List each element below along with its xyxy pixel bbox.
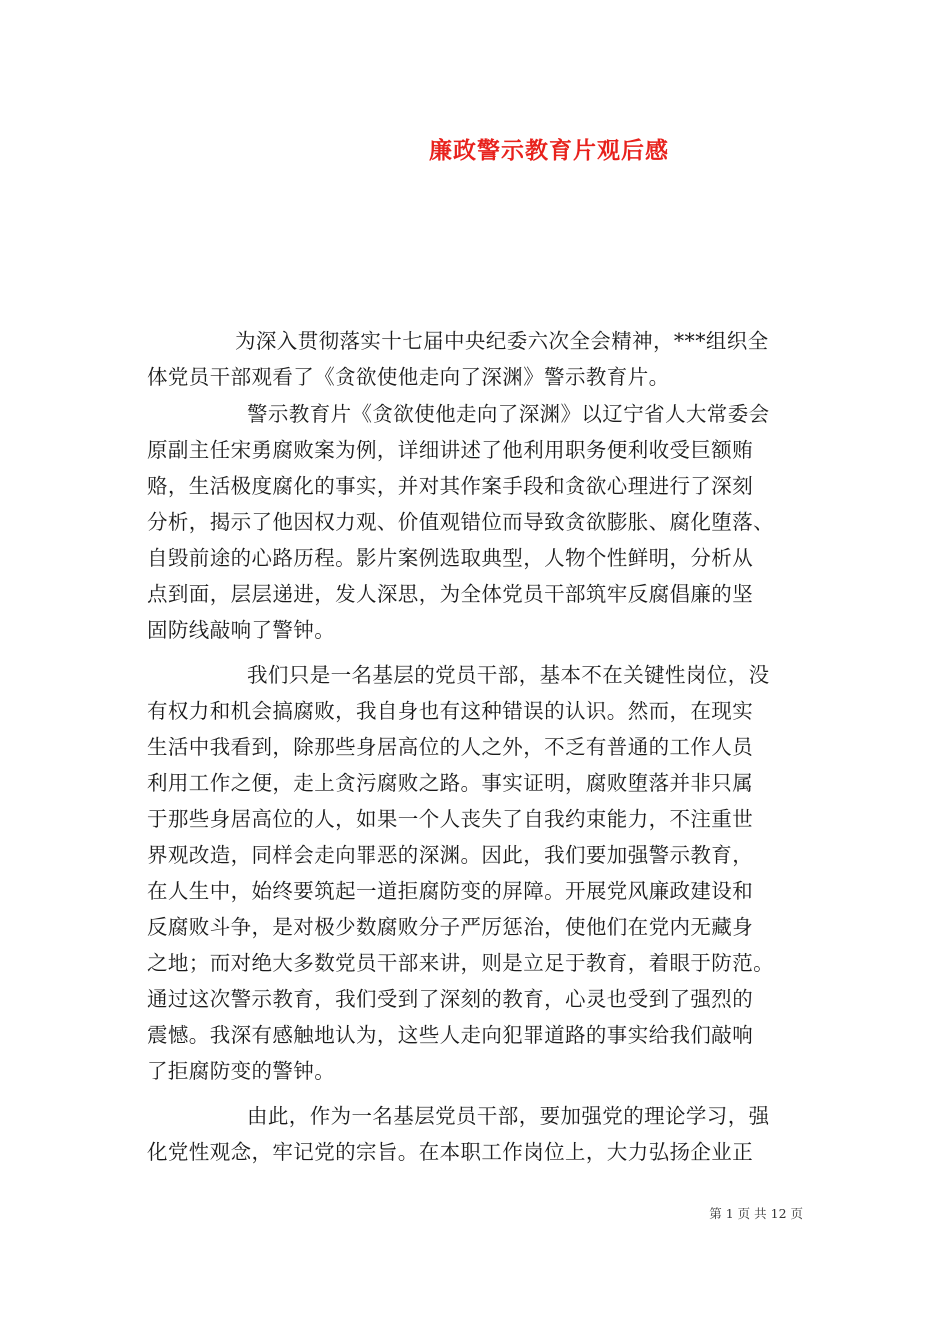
- paragraph-line: 震憾。我深有感触地认为，这些人走向犯罪道路的事实给我们敲响: [147, 1023, 754, 1047]
- paragraph-line: 了拒腐防变的警钟。: [147, 1059, 336, 1083]
- paragraph-line: 原副主任宋勇腐败案为例，详细讲述了他利用职务便利收受巨额贿: [147, 438, 754, 462]
- paragraph-line: 之地；而对绝大多数党员干部来讲，则是立足于教育，着眼于防范。: [147, 951, 774, 975]
- page-number-footer: 第 1 页 共 12 页: [709, 1206, 803, 1221]
- paragraph-line: 分析，揭示了他因权力观、价值观错位而导致贪欲膨胀、腐化堕落、: [147, 510, 774, 534]
- paragraph-line: 化党性观念，牢记党的宗旨。在本职工作岗位上，大力弘扬企业正: [147, 1140, 754, 1164]
- paragraph-line: 由此，作为一名基层党员干部，要加强党的理论学习，强: [247, 1104, 770, 1128]
- paragraph-line: 于那些身居高位的人，如果一个人丧失了自我约束能力，不注重世: [147, 807, 754, 831]
- paragraph-line: 赂，生活极度腐化的事实，并对其作案手段和贪欲心理进行了深刻: [147, 474, 754, 498]
- paragraph-line: 界观改造，同样会走向罪恶的深渊。因此，我们要加强警示教育，: [147, 843, 754, 867]
- document-title: 廉政警示教育片观后感: [429, 137, 669, 164]
- paragraph-line: 利用工作之便，走上贪污腐败之路。事实证明，腐败堕落并非只属: [147, 771, 754, 795]
- paragraph-line: 生活中我看到，除那些身居高位的人之外，不乏有普通的工作人员: [147, 735, 754, 759]
- paragraph-line: 为深入贯彻落实十七届中央纪委六次全会精神，***组织全: [235, 329, 769, 353]
- paragraph-line: 固防线敲响了警钟。: [147, 618, 336, 642]
- paragraph-line: 通过这次警示教育，我们受到了深刻的教育，心灵也受到了强烈的: [147, 987, 754, 1011]
- paragraph-line: 在人生中，始终要筑起一道拒腐防变的屏障。开展党风廉政建设和: [147, 879, 754, 903]
- paragraph-line: 有权力和机会搞腐败，我自身也有这种错误的认识。然而，在现实: [147, 699, 754, 723]
- paragraph-line: 自毁前途的心路历程。影片案例选取典型，人物个性鲜明，分析从: [147, 546, 754, 570]
- paragraph-line: 警示教育片《贪欲使他走向了深渊》以辽宁省人大常委会: [247, 402, 770, 426]
- paragraph-line: 体党员干部观看了《贪欲使他走向了深渊》警示教育片。: [147, 365, 670, 389]
- paragraph-line: 我们只是一名基层的党员干部，基本不在关键性岗位，没: [247, 663, 770, 687]
- paragraph-line: 点到面，层层递进，发人深思，为全体党员干部筑牢反腐倡廉的坚: [147, 582, 754, 606]
- paragraph-line: 反腐败斗争，是对极少数腐败分子严厉惩治，使他们在党内无藏身: [147, 915, 754, 939]
